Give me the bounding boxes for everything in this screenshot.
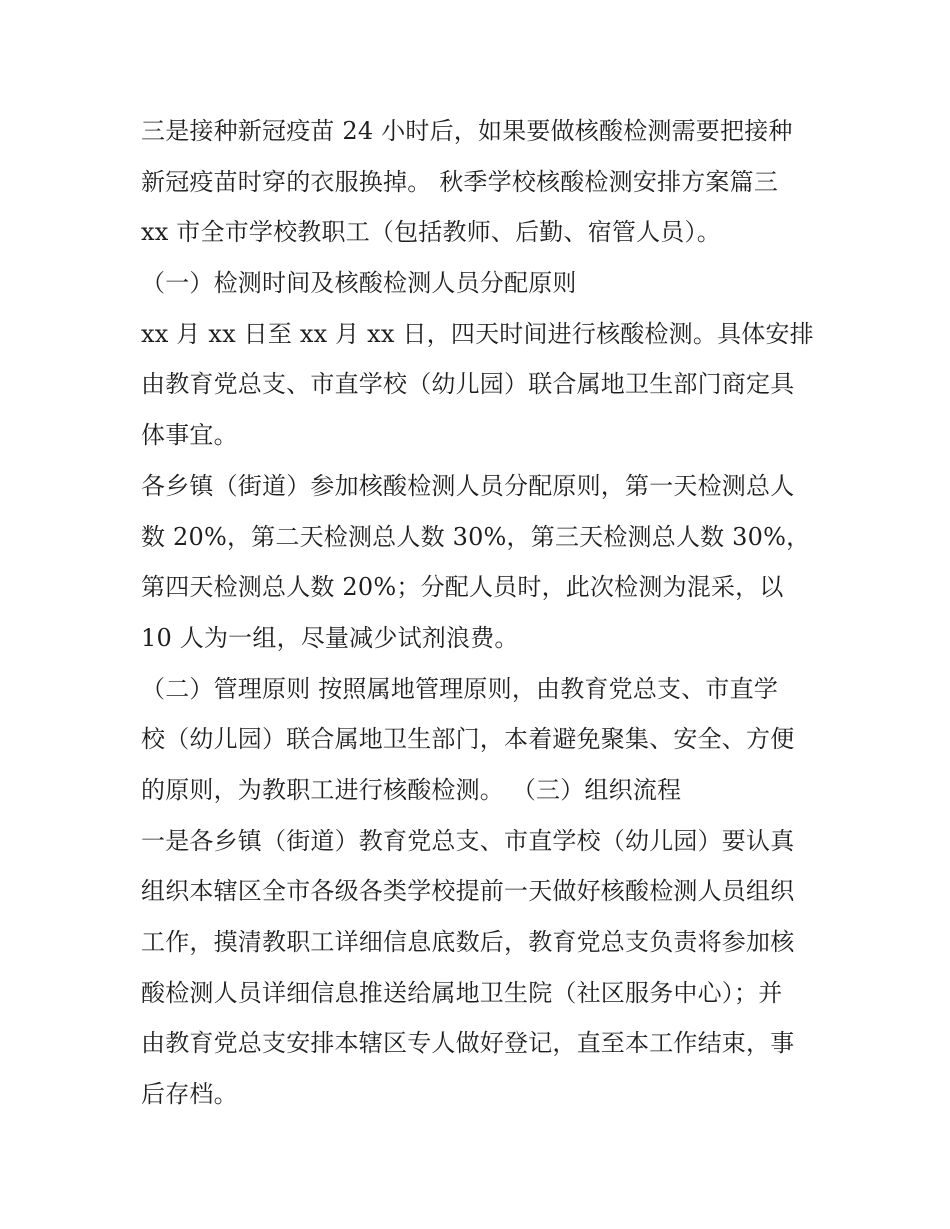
text-line: 由教育党总支、市直学校（幼儿园）联合属地卫生部门商定具 xyxy=(141,370,795,399)
text-line: 工作，摸清教职工详细信息底数后，教育党总支负责将参加核 xyxy=(141,928,795,956)
text-line: 的原则，为教职工进行核酸检测。 （三）组织流程 xyxy=(141,775,682,804)
text-line: 三是接种新冠疫苗 24 小时后，如果要做核酸检测需要把接种 xyxy=(141,117,793,145)
text-line: 酸检测人员详细信息推送给属地卫生院（社区服务中心）；并 xyxy=(141,978,783,1007)
text-line: 各乡镇（街道）参加核酸检测人员分配原则，第一天检测总人 xyxy=(141,471,795,500)
text-line: 体事宜。 xyxy=(141,421,238,450)
text-line: xx 市全市学校教职工（包括教师、后勤、宿管人员）。 xyxy=(141,218,721,247)
text-line: 后存档。 xyxy=(141,1080,238,1109)
section-heading: （一）检测时间及核酸检测人员分配原则 xyxy=(141,269,577,298)
text-line: 一是各乡镇（街道）教育党总支、市直学校（幼儿园）要认真 xyxy=(141,826,795,855)
text-line: 数 20%，第二天检测总人数 30%，第三天检测总人数 30%， xyxy=(141,522,811,551)
document-body xyxy=(141,106,816,1120)
text-line: 新冠疫苗时穿的衣服换掉。 秋季学校核酸检测安排方案篇三 xyxy=(141,167,779,196)
text-line: 由教育党总支安排本辖区专人做好登记，直至本工作结束，事 xyxy=(141,1029,795,1058)
text-line: 第四天检测总人数 20%；分配人员时，此次检测为混采，以 xyxy=(141,573,784,602)
text-line: xx 月 xx 日至 xx 月 xx 日，四天时间进行核酸检测。具体安排 xyxy=(141,319,814,348)
section-heading: （二）管理原则 按照属地管理原则，由教育党总支、市直学 xyxy=(141,674,779,703)
text-line: 校（幼儿园）联合属地卫生部门，本着避免聚集、安全、方便 xyxy=(141,725,795,754)
text-line: 10 人为一组，尽量减少试剂浪费。 xyxy=(141,623,519,652)
text-line: 组织本辖区全市各级各类学校提前一天做好核酸检测人员组织 xyxy=(141,877,795,906)
